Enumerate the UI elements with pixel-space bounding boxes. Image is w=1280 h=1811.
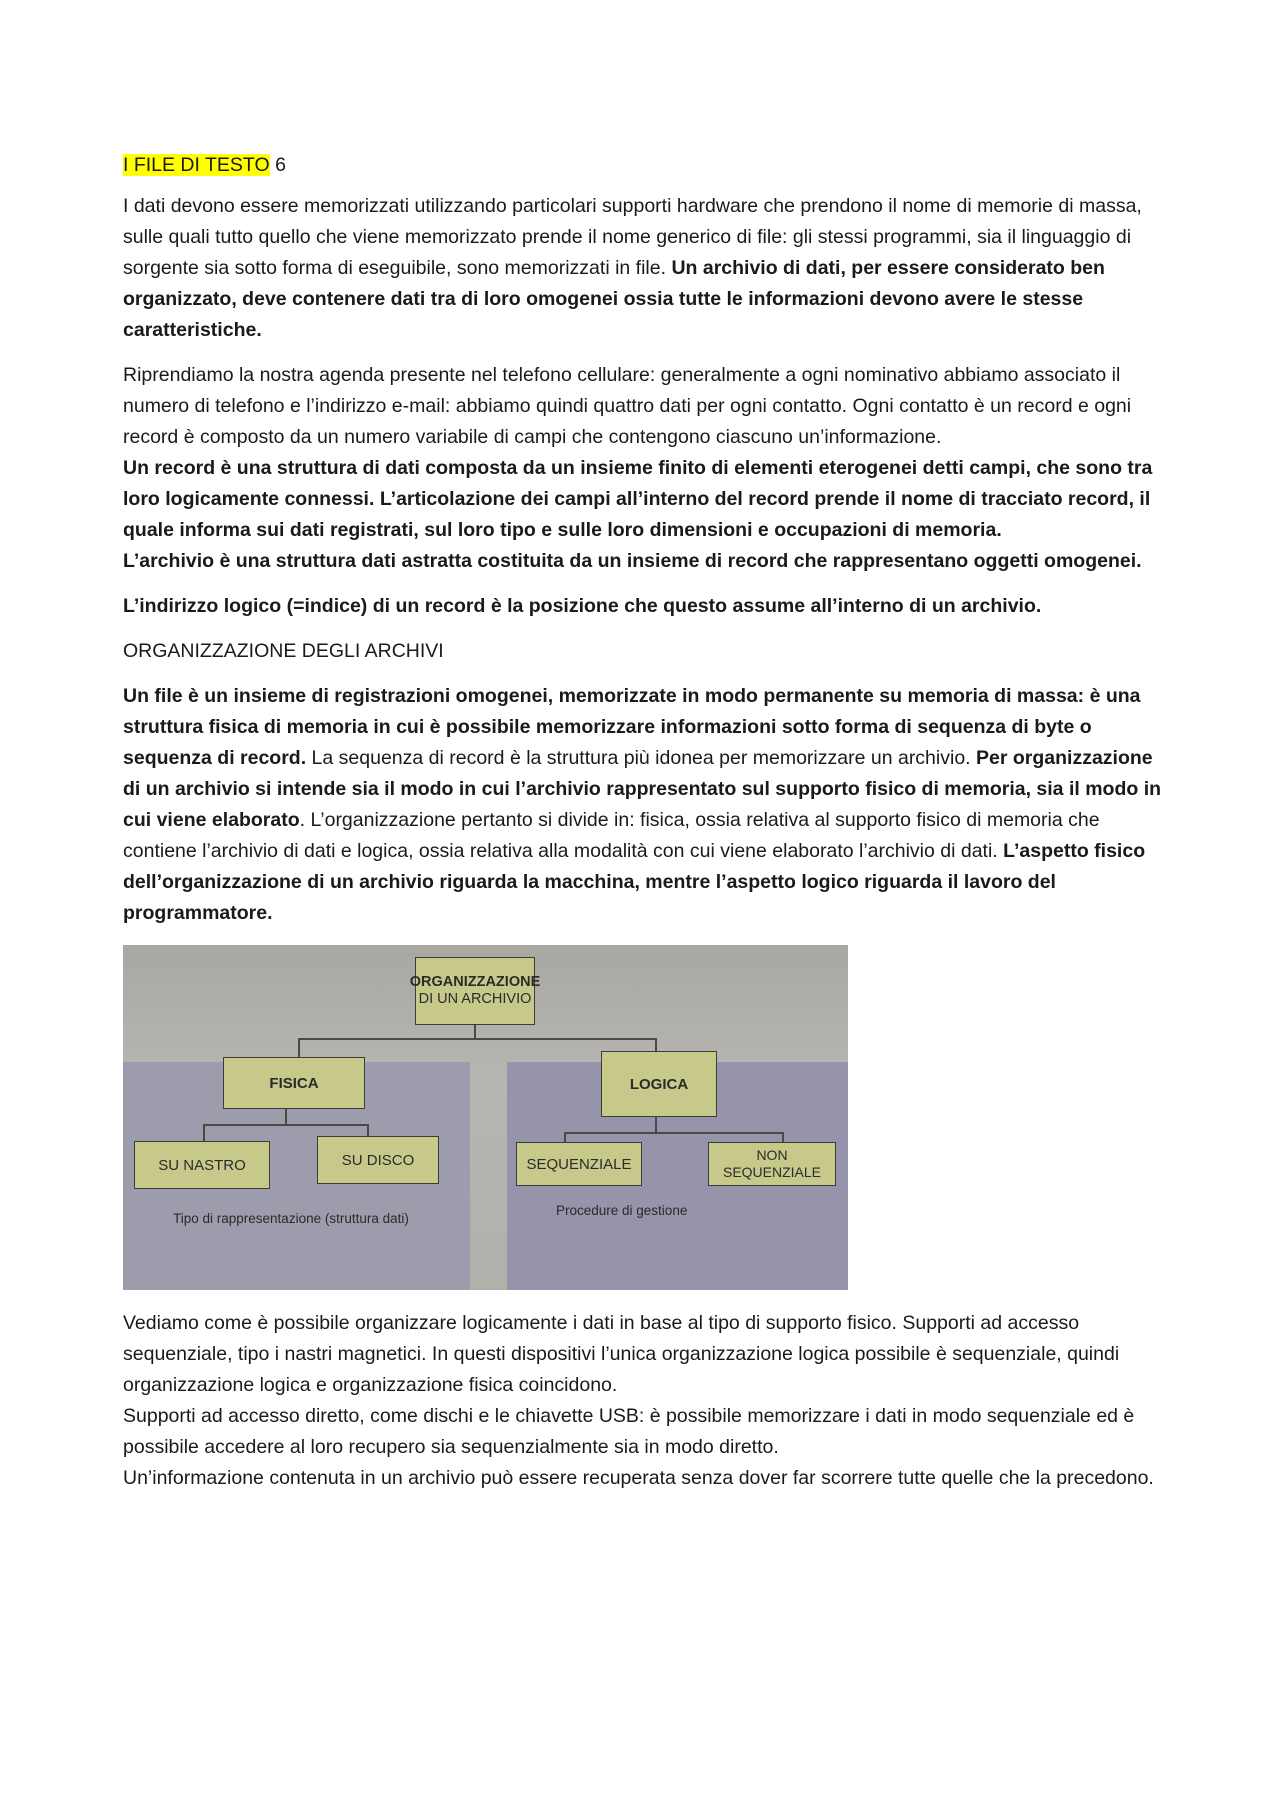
paragraph-1: [123, 191, 1173, 346]
paragraph-4-text-2: . L’organizzazione pertanto si divide in: fisica, ossia relativa al supporto fisico di memoria che contiene l’archivio di dati e logica, ossia relativa alla modalità con cui viene elaborato l’archivio di dati.: [123, 809, 1100, 862]
paragraph-5-line-2: Supporti ad accesso diretto, come dischi e le chiavette USB: è possibile memorizzare i dati in modo sequenziale ed è possibile accedere al loro recupero sia sequenzialmente sia in modo diretto.: [123, 1405, 1135, 1458]
non-sequenziale-box: [708, 1142, 836, 1186]
paragraph-3: [123, 591, 1173, 622]
root-label-line-2: DI UN ARCHIVIO: [418, 991, 532, 1007]
paragraph-1-text: I dati devono essere memorizzati utilizzando particolari supporti hardware che prendono il nome di memorie di massa, sulle quali tutto quello che viene memorizzato prende il nome generico di file: gli stessi programmi, sia il linguaggio di sorgente sia sotto forma di eseguibile, sono memorizzati in file.: [123, 195, 1142, 279]
logica-label: LOGICA: [629, 1075, 689, 1093]
section-heading: ORGANIZZAZIONE DEGLI ARCHIVI: [123, 640, 444, 662]
fisica-children-connector: [203, 1124, 368, 1126]
paragraph-5-line-3: Un’informazione contenuta in un archivio può essere recuperata senza dover far scorrere tutte quelle che la precedono.: [123, 1467, 1154, 1489]
paragraph-4-bold-2: Per organizzazione di un archivio si intende sia il modo in cui l’archivio rappresentato sul supporto fisico di memoria, sia il modo in cui viene elaborato: [123, 747, 1162, 831]
paragraph-4-bold-3: L’aspetto fisico dell’organizzazione di un archivio riguarda la macchina, mentre l’aspetto logico riguarda il lavoro del programmatore.: [123, 840, 1146, 924]
logica-down-connector: [655, 1115, 657, 1133]
su-disco-label: SU DISCO: [341, 1151, 415, 1169]
root-connector: [474, 1025, 476, 1039]
paragraph-2: [123, 360, 1173, 453]
non-sequenziale-label: NON SEQUENZIALE: [722, 1147, 822, 1180]
logica-children-connector: [564, 1132, 784, 1134]
paragraph-5-line-1: Vediamo come è possibile organizzare logicamente i dati in base al tipo di supporto fisico. Supporti ad accesso sequenziale, tipo i nastri magnetici. In questi dispositivi l’unica organizzazione logica possibile è sequenziale, quindi organizzazione logica e organizzazione fisica coincidono.: [123, 1312, 1120, 1396]
su-disco-box: [317, 1136, 439, 1184]
su-nastro-connector: [203, 1124, 205, 1141]
paragraph-2-bold-2: [123, 546, 1173, 577]
title-suffix: 6: [269, 154, 286, 176]
non-sequenziale-connector: [782, 1132, 784, 1142]
root-label-line-1: ORGANIZZAZIONE: [409, 974, 541, 990]
caption-right: Procedure di gestione: [556, 1203, 688, 1218]
record-definition: Un record è una struttura di dati composta da un insieme finito di elementi eterogenei detti campi, che sono tra loro logicamente connessi. L’articolazione dei campi all’interno del record prende il nome di tracciato record, il quale informa sui dati registrati, sul loro tipo e sulle loro dimensioni e occupazioni di memoria.: [123, 457, 1153, 541]
top-horizontal-connector: [298, 1038, 657, 1040]
paragraph-1-bold: Un archivio di dati, per essere considerato ben organizzato, deve contenere dati tra di loro omogenei ossia tutte le informazioni devono avere le stesse caratteristiche.: [123, 257, 1105, 341]
root-box: [409, 957, 541, 1025]
sequenziale-label: SEQUENZIALE: [526, 1155, 632, 1173]
fisica-box: [223, 1057, 365, 1109]
fisica-label: FISICA: [269, 1074, 319, 1092]
archive-definition: L’archivio è una struttura dati astratta costituita da un insieme di record che rappresentano oggetti omogenei.: [123, 550, 1142, 572]
highlighted-title: I FILE DI TESTO: [123, 154, 270, 176]
paragraph-2-bold-1: [123, 453, 1173, 546]
logical-address-definition: L’indirizzo logico (=indice) di un record è la posizione che questo assume all’interno di un archivio.: [123, 595, 1042, 617]
logica-box: [601, 1051, 717, 1117]
paragraph-4: [123, 681, 1173, 929]
su-nastro-label: SU NASTRO: [158, 1156, 246, 1174]
fisica-connector: [298, 1038, 300, 1058]
logica-connector: [655, 1038, 657, 1052]
caption-left: Tipo di rappresentazione (struttura dati): [173, 1211, 409, 1226]
sequenziale-connector: [564, 1132, 566, 1142]
paragraph-4-text-1: La sequenza di record è la struttura più idonea per memorizzare un archivio.: [306, 747, 976, 769]
sequenziale-box: [516, 1142, 642, 1186]
document-body: [123, 150, 1173, 1494]
su-disco-connector: [367, 1124, 369, 1136]
page-title: [123, 150, 1173, 181]
organization-diagram-image: [123, 945, 848, 1290]
su-nastro-box: [134, 1141, 270, 1189]
paragraph-2-text: Riprendiamo la nostra agenda presente nel telefono cellulare: generalmente a ogni nominativo abbiamo associato il numero di telefono e l’indirizzo e-mail: abbiamo quindi quattro dati per ogni contatto. Ogni contatto è un record e ogni record è composto da un numero variabile di campi che contengono ciascuno un’informazione.: [123, 364, 1132, 448]
paragraph-4-bold-1: Un file è un insieme di registrazioni omogenei, memorizzate in modo permanente su memoria di massa: è una struttura fisica di memoria in cui è possibile memorizzare informazioni sotto forma di sequenza di byte o sequenza di record.: [123, 685, 1141, 769]
